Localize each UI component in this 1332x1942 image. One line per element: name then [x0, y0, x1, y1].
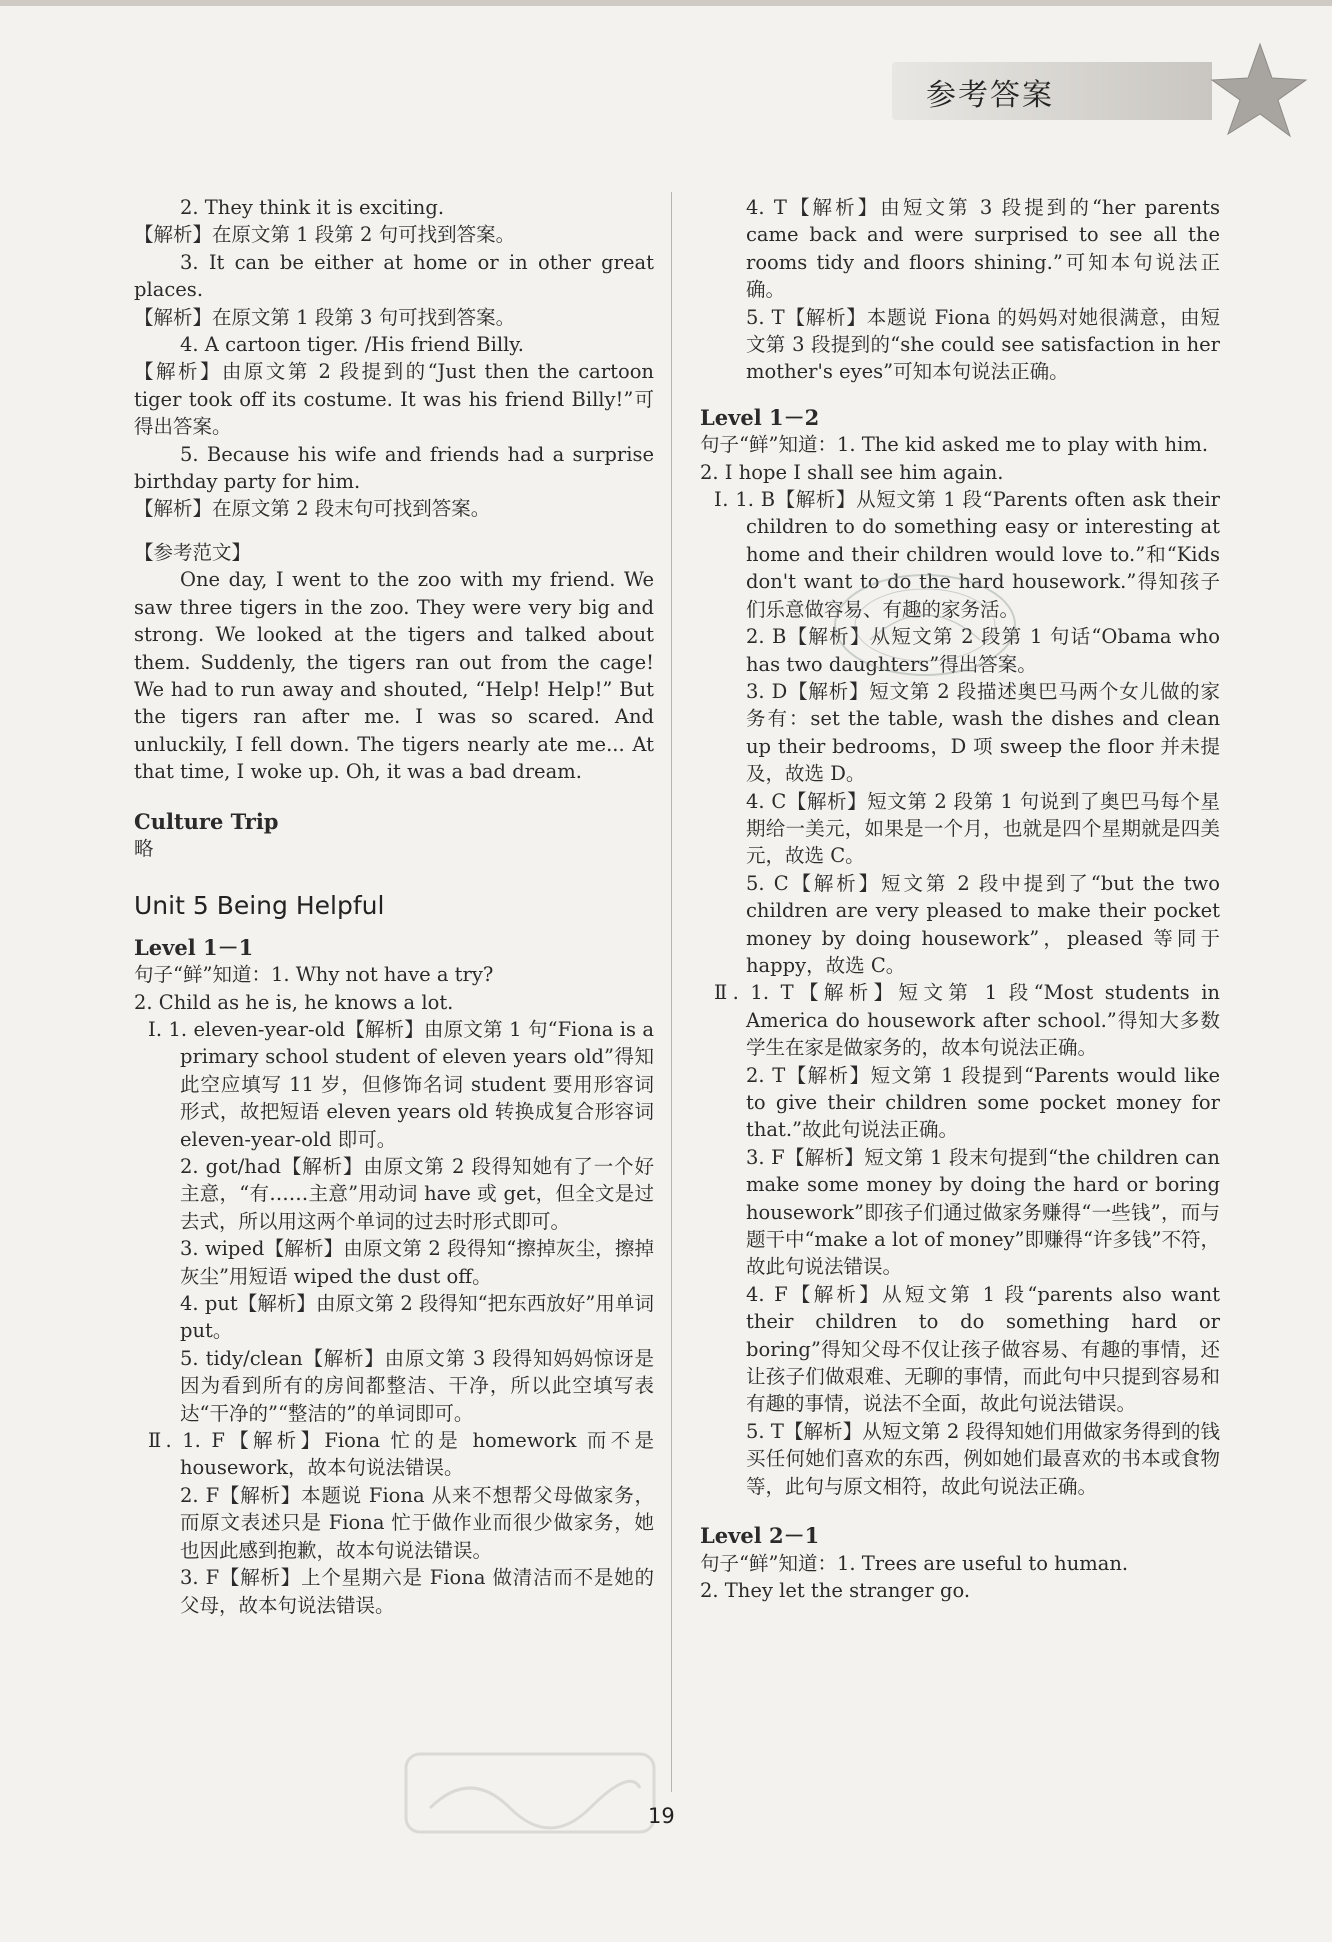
exercise-item: 4. T【解析】由短文第 3 段提到的“her parents came back and were surprised to see all the rooms tidy and floors shining.”可知本句说法正确。: [746, 196, 1220, 302]
sentence-line: 2. They let the stranger go.: [700, 1578, 971, 1602]
sentence-line: 句子“鲜”知道：1. Why not have a try?: [134, 963, 494, 987]
column-divider: [671, 192, 672, 1792]
exercise-item: Ⅱ. 1. F【解析】Fiona 忙的是 homework 而不是 housework，故本句说法错误。: [148, 1429, 654, 1480]
essay-body: One day, I went to the zoo with my friend. We saw three tigers in the zoo. They were very big and strong. We looked at the tigers and talked about them. Suddenly, the tigers ran out from the cage! We had to run away and shouted, “Help! Help!” But the tigers ran after me. I was so scared. And unluckily, I fell down. The tigers nearly ate me... At that time, I woke up. Oh, it was a bad dream.: [134, 568, 654, 784]
level-heading: Level 1－1: [134, 934, 254, 960]
unit-heading: Unit 5 Being Helpful: [134, 891, 385, 921]
level-heading: Level 2－1: [700, 1523, 820, 1549]
analysis-line: 【解析】在原文第 1 段第 3 句可找到答案。: [134, 305, 516, 329]
exercise-item: 3. F【解析】短文第 1 段末句提到“the children can make some money by doing the hard or boring housework”即孩子们通过做家务赚得“一些钱”，而与题干中“make a lot of money”即赚得“许多钱”不符，故此句说法错误。: [746, 1145, 1220, 1279]
exercise-item: 4. F【解析】从短文第 1 段“parents also want their children to do something hard or boring”得知父母不仅让孩子做容易、有趣的事情，还让孩子们做艰难、无聊的事情，而此句中只提到容易和有趣的事情，说法不全面，故此句说法错误。: [746, 1282, 1220, 1416]
analysis-line: 【解析】在原文第 1 段第 2 句可找到答案。: [134, 223, 516, 247]
exercise-item: 5. tidy/clean【解析】由原文第 3 段得知妈妈惊讶是因为看到所有的房间都整洁、干净，所以此空填写表达“干净的”“整洁的”的单词即可。: [180, 1346, 654, 1425]
exercise-item: Ⅰ. 1. eleven-year-old【解析】由原文第 1 句“Fiona is a primary school student of eleven years old”得知此空应填写 11 岁，但修饰名词 student 要用形容词形式，故把短语 eleven years old 转换成复合形容词 eleven-year-old 即可。: [148, 1017, 654, 1151]
sentence-line: 句子“鲜”知道：1. The kid asked me to play with him.: [700, 433, 1209, 457]
sentence-line: 2. Child as he is, he knows a lot.: [134, 990, 454, 1014]
exercise-item: 3. D【解析】短文第 2 段描述奥巴马两个女儿做的家务有：set the table, wash the dishes and clean up their bedrooms，D 项 sweep the floor 并未提及，故选 D。: [746, 679, 1220, 786]
exercise-item: 5. T【解析】本题说 Fiona 的妈妈对她很满意，由短文第 3 段提到的“she could see satisfaction in her mother's eyes”可知本句说法正确。: [746, 305, 1220, 384]
page-header-title: 参考答案: [926, 78, 1054, 113]
exercise-item: Ⅱ. 1. T【解析】短文第 1 段“Most students in America do housework after school.”得知大多数学生在家是做家务的，故本句说法正确。: [714, 981, 1220, 1060]
analysis-line: 【解析】在原文第 2 段末句可找到答案。: [134, 497, 491, 521]
level-heading: Level 1－2: [700, 404, 820, 430]
exercise-item: 4. put【解析】由原文第 2 段得知“把东西放好”用单词 put。: [180, 1292, 654, 1343]
exercise-item: 3. F【解析】上个星期六是 Fiona 做清洁而不是她的父母，故本句说法错误。: [180, 1566, 654, 1617]
page-top-edge: [0, 0, 1332, 6]
exercise-item: 2. T【解析】短文第 1 段提到“Parents would like to give their children some pocket money for that.”故此句说法正确。: [746, 1063, 1220, 1142]
analysis-line: 【解析】由原文第 2 段提到的“Just then the cartoon tiger took off its costume. It was his friend Billy!”可得出答案。: [134, 360, 654, 439]
culture-trip-body: 略: [134, 836, 154, 860]
essay-title: 【参考范文】: [134, 540, 252, 564]
exercise-item: 3. wiped【解析】由原文第 2 段得知“擦掉灰尘，擦掉灰尘”用短语 wiped the dust off。: [180, 1237, 654, 1288]
answer-line: 3. It can be either at home or in other great places.: [134, 250, 654, 302]
culture-trip-heading: Culture Trip: [134, 808, 279, 834]
watermark-logo: [400, 1748, 660, 1838]
answer-line: 5. Because his wife and friends had a surprise birthday party for him.: [134, 442, 654, 494]
page-number: 19: [648, 1804, 675, 1828]
exercise-item: 2. got/had【解析】由原文第 2 段得知她有了一个好主意，“有……主意”用动词 have 或 get，但全文是过去式，所以用这两个单词的过去时形式即可。: [180, 1155, 654, 1233]
left-column: [134, 194, 654, 1619]
exercise-item: 5. T【解析】从短文第 2 段得知她们用做家务得到的钱买任何她们喜欢的东西，例如她们最喜欢的书本或食物等，此句与原文相符，故此句说法正确。: [746, 1419, 1220, 1498]
exercise-item: 2. B【解析】从短文第 2 段第 1 句话“Obama who has two daughters”得出答案。: [746, 625, 1220, 676]
answer-line: 4. A cartoon tiger. /His friend Billy.: [180, 333, 524, 357]
star-icon: [1198, 40, 1308, 140]
sentence-line: 2. I hope I shall see him again.: [700, 460, 1004, 484]
exercise-item: 5. C【解析】短文第 2 段中提到了“but the two children are very pleased to make their pocket money by doing housework”，pleased 等同于 happy，故选 C。: [746, 871, 1220, 977]
sentence-line: 句子“鲜”知道：1. Trees are useful to human.: [700, 1551, 1129, 1575]
exercise-item: Ⅰ. 1. B【解析】从短文第 1 段“Parents often ask their children to do something easy or interesting at home and their children would love to.”和“Kids don't want to do the hard housework.”得知孩子们乐意做容易、有趣的家务活。: [714, 488, 1220, 621]
publisher-stamp-logo: [830, 570, 1020, 680]
right-column: [700, 194, 1220, 1604]
answer-line: 2. They think it is exciting.: [180, 196, 445, 219]
exercise-item: 2. F【解析】本题说 Fiona 从来不想帮父母做家务，而原文表述只是 Fiona 忙于做作业而很少做家务，她也因此感到抱歉，故本句说法错误。: [180, 1483, 654, 1562]
exercise-item: 4. C【解析】短文第 2 段第 1 句说到了奥巴马每个星期给一美元，如果是一个月，也就是四个星期就是四美元，故选 C。: [746, 789, 1220, 868]
